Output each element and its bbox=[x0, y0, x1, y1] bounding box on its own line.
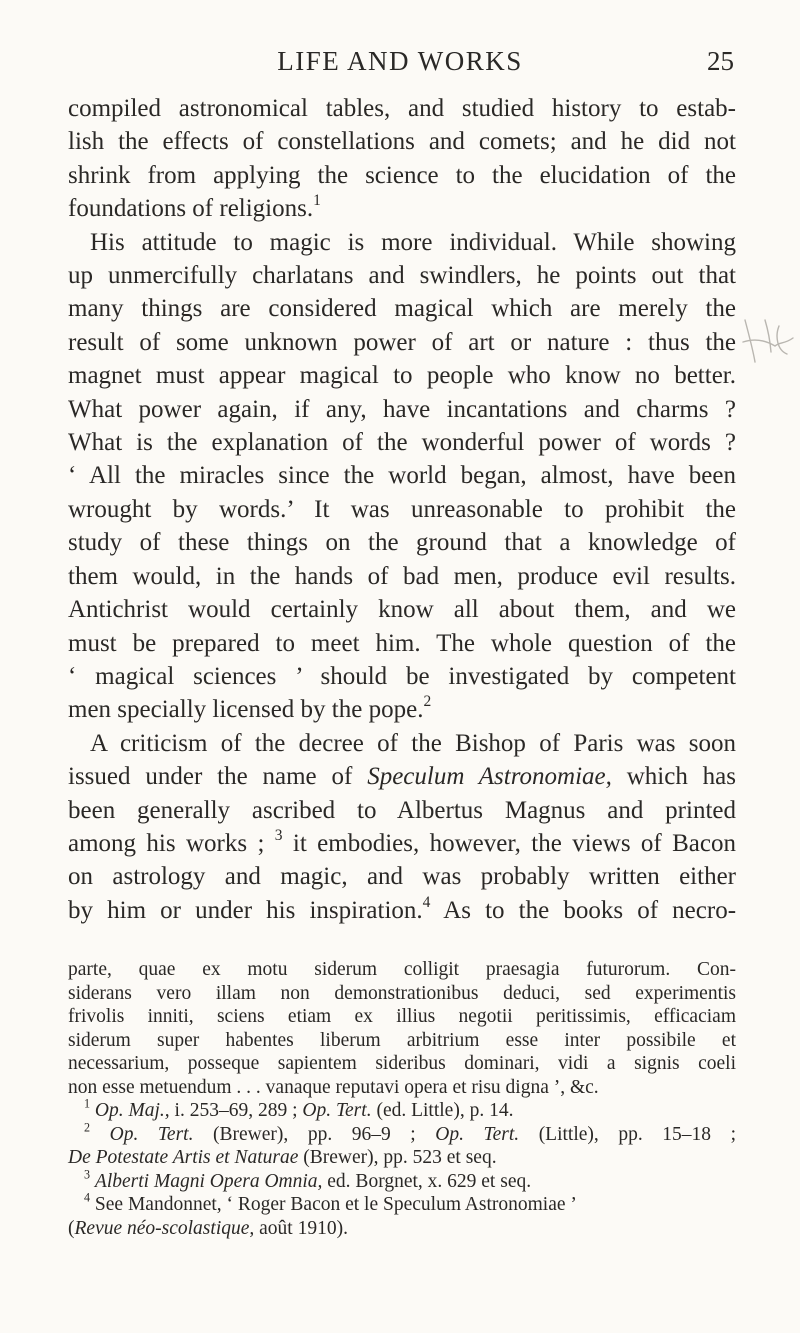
footnote-mark: 4 bbox=[84, 1190, 91, 1205]
text-line: wrought by words.’ It was unreasonable to prohibit the bbox=[68, 495, 736, 523]
text-line: magnet must appear magical to people who know no better. bbox=[68, 362, 736, 390]
footnote-4-continued bbox=[68, 1217, 736, 1241]
footnote-continuation-line: non esse metuendum . . . vanaque reputavi opera et risu digna ’, &c. bbox=[68, 1076, 599, 1098]
text-line: up unmercifully charlatans and swindlers, he points out that bbox=[68, 262, 736, 290]
text-line: What power again, if any, have incantations and charms ? bbox=[68, 395, 736, 423]
cited-title: Op. Tert. bbox=[109, 1123, 194, 1145]
note-reference: 2 bbox=[423, 693, 432, 711]
footnote-text: i. 253–69, 289 ; bbox=[169, 1100, 303, 1121]
footnote-continuation-line: parte, quae ex motu siderum colligit praesagia futurorum. Con- bbox=[68, 959, 736, 980]
footnote-text: (Brewer), pp. 523 et seq. bbox=[298, 1147, 497, 1168]
footnote-continuation-line: frivolis inniti, sciens etiam ex illius negotii peritissimis, efficaciam bbox=[68, 1006, 736, 1027]
footnote-4 bbox=[68, 1190, 736, 1217]
footnotes bbox=[68, 958, 736, 1240]
text-segment: issued under the name of bbox=[68, 763, 353, 791]
text-line: study of these things on the ground that a knowledge of bbox=[68, 529, 736, 557]
footnote-continuation-line: siderans vero illam non demonstrationibus deduci, sed experimentis bbox=[68, 982, 736, 1004]
cited-title: Revue néo-scolastique, bbox=[74, 1217, 255, 1239]
text-line bbox=[68, 827, 736, 860]
footnote-continuation-line: siderum super habentes liberum arbitrium esse inter possibile et bbox=[68, 1029, 736, 1051]
text-line: Antichrist would certainly know all about them, and we bbox=[68, 596, 736, 624]
text-line: shrink from applying the science to the elucidation of the bbox=[68, 161, 736, 189]
text-segment: foundations of religions. bbox=[68, 195, 314, 223]
text-line: result of some unknown power of art or nature : thus the bbox=[68, 328, 736, 356]
footnote-mark: 1 bbox=[84, 1096, 91, 1111]
footnote-text: (Brewer), pp. 96–9 ; bbox=[193, 1123, 436, 1145]
note-reference: 3 bbox=[274, 827, 283, 845]
footnote-text: ( bbox=[68, 1217, 75, 1239]
text-line: compiled astronomical tables, and studied history to estab- bbox=[68, 95, 736, 122]
text-line bbox=[68, 192, 736, 225]
footnote-3 bbox=[68, 1167, 736, 1194]
footnote-mark: 2 bbox=[84, 1120, 91, 1135]
note-reference: 4 bbox=[422, 893, 431, 911]
page-header bbox=[0, 46, 800, 86]
running-title: LIFE AND WORKS bbox=[277, 46, 523, 76]
footnote-text: ed. Borgnet, x. 629 et seq. bbox=[322, 1170, 532, 1192]
note-reference: 1 bbox=[313, 192, 321, 210]
text-line: them would, in the hands of bad men, produce evil results. bbox=[68, 562, 736, 590]
footnote-2 bbox=[68, 1120, 736, 1147]
text-line: What is the explanation of the wonderful power of words ? bbox=[68, 429, 736, 457]
text-segment: by him or under his inspiration. bbox=[68, 896, 423, 924]
footnote-text: See Mandonnet, ‘ Roger Bacon et le Speculum Astronomiae ’ bbox=[94, 1194, 577, 1215]
footnote-text: (Little), pp. 15–18 ; bbox=[519, 1123, 736, 1145]
paragraph-start-line: His attitude to magic is more individual. While showing bbox=[90, 228, 736, 256]
text-line bbox=[68, 693, 736, 726]
text-line: ‘ magical sciences ’ should be investigated by competent bbox=[68, 662, 736, 690]
text-segment: it embodies, however, the views of Bacon bbox=[292, 829, 736, 857]
text-line: many things are considered magical which are merely the bbox=[68, 295, 736, 323]
pencil-annotation-mark bbox=[735, 280, 799, 400]
text-line: must be prepared to meet him. The whole question of the bbox=[68, 629, 736, 657]
cited-title: Op. Tert. bbox=[435, 1123, 520, 1145]
footnote-text: août 1910). bbox=[254, 1217, 348, 1239]
footnote-continuation-line: necessarium, posseque sapientem sideribus dominari, vidi a signis coeli bbox=[68, 1053, 736, 1074]
text-segment: men specially licensed by the pope. bbox=[68, 696, 424, 724]
text-line bbox=[68, 894, 736, 927]
paragraph-start-line bbox=[68, 727, 736, 760]
text-segment: which has bbox=[626, 763, 737, 791]
book-title: Speculum Astronomiae, bbox=[367, 763, 612, 791]
text-line bbox=[68, 760, 736, 793]
text-line: on astrology and magic, and was probably written either bbox=[68, 863, 736, 891]
cited-title: Op. Maj., bbox=[94, 1100, 170, 1121]
text-line: been generally ascribed to Albertus Magnus and printed bbox=[68, 796, 736, 824]
cited-title: Alberti Magni Opera Omnia, bbox=[94, 1170, 323, 1192]
page-number: 25 bbox=[707, 46, 734, 76]
text-segment: among his works ; bbox=[68, 829, 265, 857]
footnote-mark: 3 bbox=[84, 1167, 91, 1182]
cited-title: Op. Tert. bbox=[302, 1100, 372, 1121]
footnote-2-continued bbox=[68, 1146, 736, 1170]
text-line: lish the effects of constellations and comets; and he did not bbox=[68, 128, 736, 156]
footnote-1 bbox=[68, 1096, 736, 1123]
main-text bbox=[68, 92, 736, 927]
text-segment: A criticism of the decree of the Bishop of Paris was soon bbox=[90, 729, 736, 757]
text-line: ‘ All the miracles since the world began, almost, have been bbox=[68, 462, 736, 490]
text-segment: As to the books of necro- bbox=[443, 896, 737, 924]
cited-title: De Potestate Artis et Naturae bbox=[68, 1147, 299, 1168]
footnote-text: (ed. Little), p. 14. bbox=[371, 1100, 514, 1121]
